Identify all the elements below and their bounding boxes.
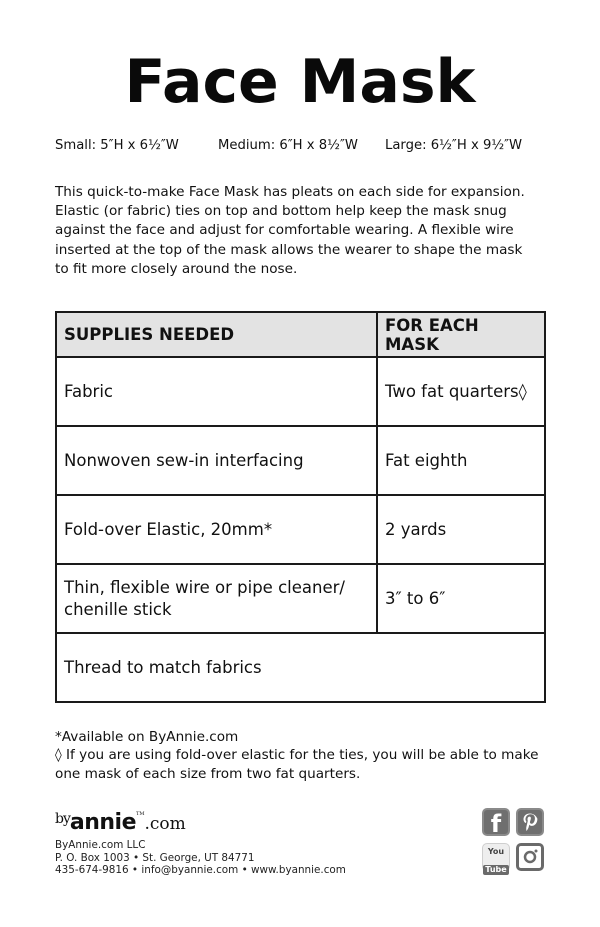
intro-line: against the face and adjust for comfortable wearing. A flexible wire bbox=[55, 222, 514, 239]
header-per-mask: FOR EACH MASK bbox=[377, 312, 545, 357]
size-small: Small: 5″H x 6½″W bbox=[55, 138, 179, 153]
footnote-diamond: ◊ If you are using fold-over elastic for the ties, you will be able to make bbox=[55, 747, 539, 764]
supply-item bbox=[56, 564, 377, 633]
social-icons bbox=[482, 808, 546, 872]
header-supplies: SUPPLIES NEEDED bbox=[56, 312, 377, 357]
logo-by: by bbox=[55, 811, 70, 827]
supply-amount: Fat eighth bbox=[377, 426, 545, 495]
postal-address: P. O. Box 1003 • St. George, UT 84771 bbox=[55, 851, 255, 864]
youtube-icon[interactable] bbox=[482, 843, 510, 874]
instagram-icon[interactable] bbox=[516, 843, 544, 871]
table-row bbox=[56, 633, 545, 702]
intro-line: to fit more closely around the nose. bbox=[55, 260, 298, 277]
table-row bbox=[56, 564, 545, 633]
supply-amount: 3″ to 6″ bbox=[377, 564, 545, 633]
table-row bbox=[56, 357, 545, 426]
supply-item: Fabric bbox=[56, 357, 377, 426]
logo-com: .com bbox=[144, 814, 186, 834]
footnote-asterisk: *Available on ByAnnie.com bbox=[55, 729, 239, 745]
supply-amount: Two fat quarters◊ bbox=[377, 357, 545, 426]
byannie-logo bbox=[55, 810, 186, 835]
supplies-table bbox=[55, 311, 546, 703]
intro-line: This quick-to-make Face Mask has pleats on each side for expansion. bbox=[55, 184, 525, 200]
supply-item: Nonwoven sew-in interfacing bbox=[56, 426, 377, 495]
supply-item-line: Thin, flexible wire or pipe cleaner/ bbox=[64, 577, 345, 597]
size-medium: Medium: 6″H x 8½″W bbox=[218, 138, 358, 153]
intro-line: Elastic (or fabric) ties on top and bottom help keep the mask snug bbox=[55, 203, 507, 220]
phone-email-web: 435-674-9816 • info@byannie.com • www.byannie.com bbox=[55, 864, 346, 877]
footnote-diamond-cont: one mask of each size from two fat quarters. bbox=[55, 765, 361, 782]
youtube-tube: Tube bbox=[485, 865, 507, 874]
youtube-you: You bbox=[487, 847, 505, 856]
logo-annie: annie bbox=[69, 810, 137, 835]
intro-paragraph bbox=[55, 183, 555, 279]
contact-info bbox=[55, 839, 346, 877]
supply-item-line: chenille stick bbox=[64, 599, 172, 619]
table-row bbox=[56, 426, 545, 495]
supply-item: Fold-over Elastic, 20mm* bbox=[56, 495, 377, 564]
table-header-row bbox=[56, 312, 545, 357]
logo-tm: TM bbox=[136, 811, 145, 817]
facebook-icon[interactable]: f bbox=[482, 808, 510, 836]
company-name: ByAnnie.com LLC bbox=[55, 839, 146, 851]
pinterest-icon[interactable] bbox=[516, 808, 544, 836]
intro-line: inserted at the top of the mask allows the wearer to shape the mask bbox=[55, 241, 523, 258]
size-large: Large: 6½″H x 9½″W bbox=[385, 138, 523, 153]
footnotes bbox=[55, 728, 555, 783]
table-row bbox=[56, 495, 545, 564]
supply-amount: 2 yards bbox=[377, 495, 545, 564]
page-title: Face Mask bbox=[124, 47, 476, 117]
supply-item: Thread to match fabrics bbox=[56, 633, 545, 702]
